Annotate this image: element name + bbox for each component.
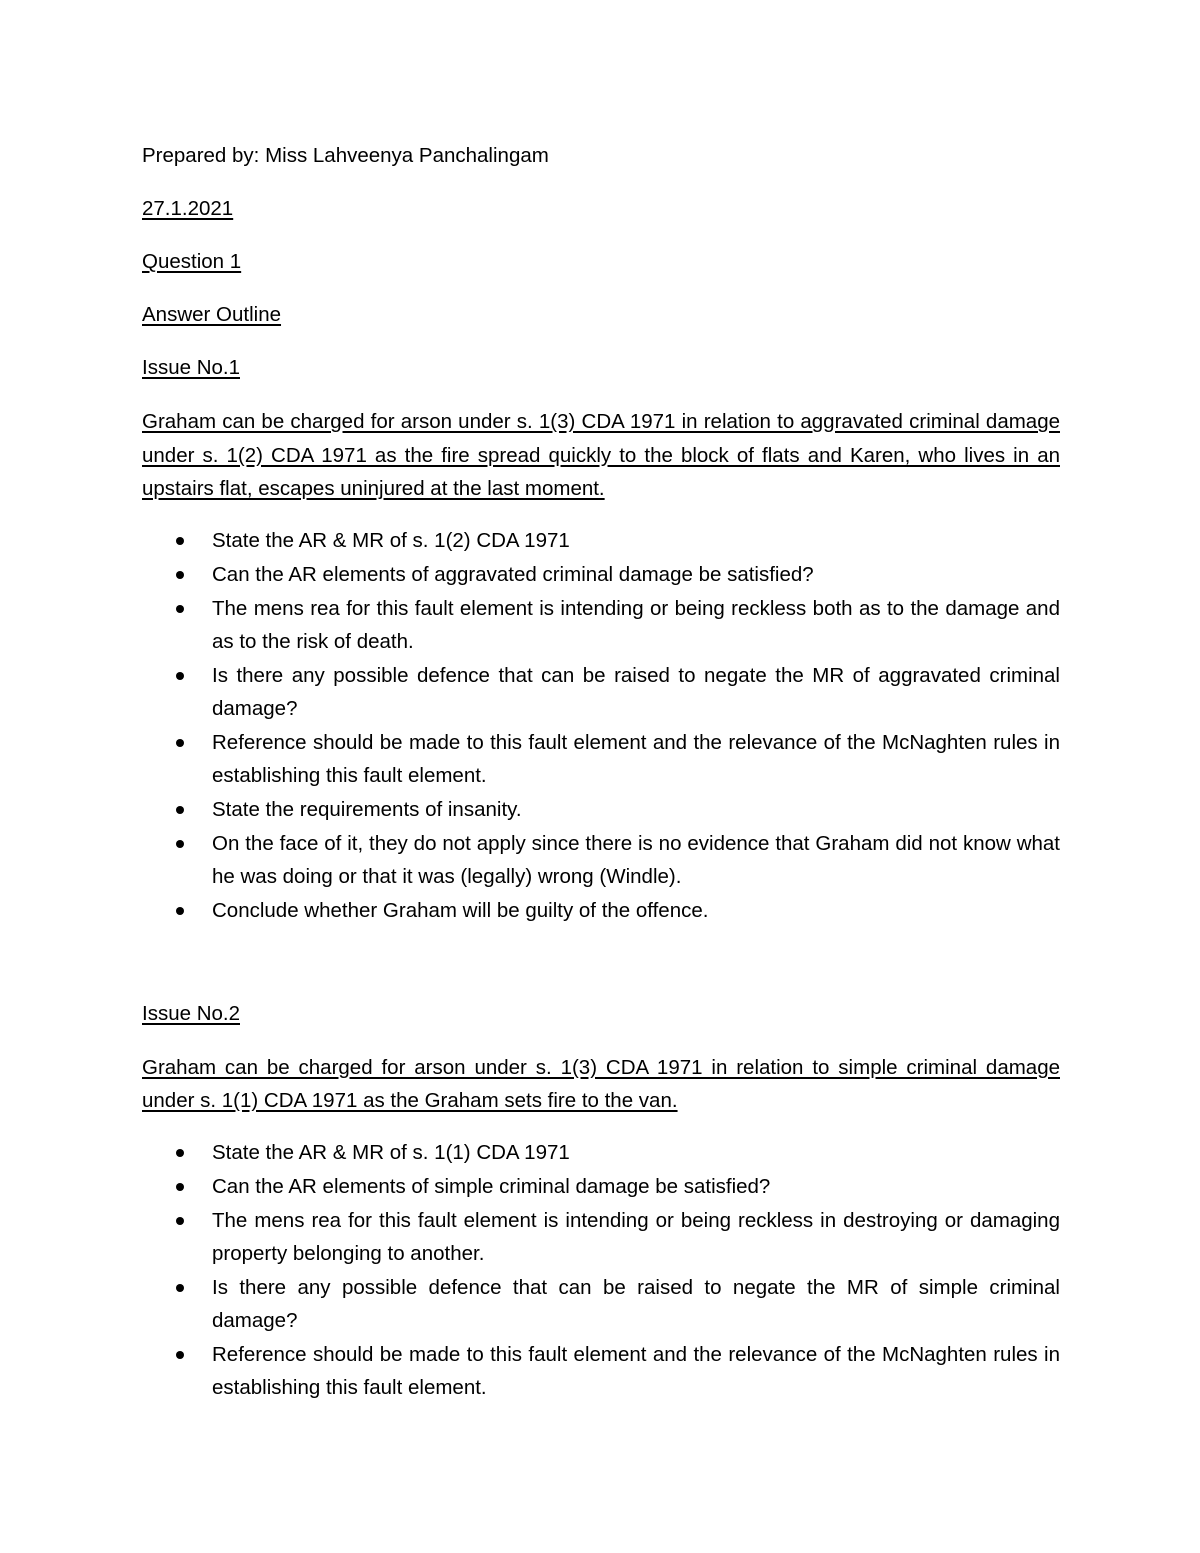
- list-item-text: Reference should be made to this fault element and the relevance of the McNaghten rules in establishing this fault element.: [212, 730, 1060, 787]
- answer-outline-heading: Answer Outline: [142, 303, 282, 326]
- list-item: [142, 827, 1060, 893]
- section-spacer: [142, 928, 1060, 998]
- issue-points-list: [142, 1136, 1060, 1404]
- list-item: [142, 1170, 1060, 1203]
- list-item-text: State the AR & MR of s. 1(2) CDA 1971: [212, 528, 570, 552]
- list-item: [142, 558, 1060, 591]
- issue-heading: Issue No.1: [142, 356, 240, 379]
- issue-section-2: [142, 998, 1060, 1404]
- bullet-icon: [176, 571, 184, 579]
- list-item: [142, 524, 1060, 557]
- list-item-text: Can the AR elements of simple criminal damage be satisfied?: [212, 1174, 771, 1198]
- bullet-icon: [176, 739, 184, 747]
- issue-heading: Issue No.2: [142, 1001, 240, 1025]
- issue-statement: Graham can be charged for arson under s. 1(3) CDA 1971 in relation to aggravated criminal damage under s. 1(2) CDA 1971 as the fire spread quickly to the block of flats and Karen, who lives in an upstairs flat, escapes uninjured at the last moment.: [142, 410, 1060, 500]
- bullet-icon: [176, 806, 184, 814]
- bullet-icon: [176, 1351, 184, 1359]
- prepared-by: Prepared by: Miss Lahveenya Panchalingam: [142, 144, 549, 167]
- document-page: [142, 140, 1060, 1405]
- list-item-text: The mens rea for this fault element is intending or being reckless in destroying or damaging property belonging to another.: [212, 1208, 1060, 1265]
- issue-statement: Graham can be charged for arson under s. 1(3) CDA 1971 in relation to simple criminal damage under s. 1(1) CDA 1971 as the Graham sets fire to the van.: [142, 1055, 1060, 1112]
- list-item-text: State the AR & MR of s. 1(1) CDA 1971: [212, 1140, 570, 1164]
- list-item: [142, 592, 1060, 658]
- list-item: [142, 1271, 1060, 1337]
- document-date: 27.1.2021: [142, 197, 234, 220]
- list-item-text: State the requirements of insanity.: [212, 797, 522, 821]
- bullet-icon: [176, 605, 184, 613]
- list-item: [142, 1204, 1060, 1270]
- list-item-text: Is there any possible defence that can be raised to negate the MR of aggravated criminal damage?: [212, 663, 1060, 720]
- bullet-icon: [176, 1284, 184, 1292]
- list-item-text: The mens rea for this fault element is intending or being reckless both as to the damage and as to the risk of death.: [212, 596, 1060, 653]
- issue-points-list: [142, 524, 1060, 927]
- list-item: [142, 659, 1060, 725]
- list-item: [142, 894, 1060, 927]
- bullet-icon: [176, 1217, 184, 1225]
- list-item: [142, 726, 1060, 792]
- issue-section-1: [142, 352, 1060, 927]
- list-item: [142, 1338, 1060, 1404]
- bullet-icon: [176, 840, 184, 848]
- bullet-icon: [176, 1183, 184, 1191]
- list-item-text: Conclude whether Graham will be guilty of the offence.: [212, 898, 709, 922]
- question-heading: Question 1: [142, 250, 242, 273]
- bullet-icon: [176, 537, 184, 545]
- list-item-text: Is there any possible defence that can be raised to negate the MR of simple criminal damage?: [212, 1275, 1060, 1332]
- list-item-text: On the face of it, they do not apply since there is no evidence that Graham did not know what he was doing or that it was (legally) wrong (Windle).: [212, 831, 1060, 888]
- bullet-icon: [176, 672, 184, 680]
- list-item: [142, 793, 1060, 826]
- bullet-icon: [176, 907, 184, 915]
- list-item-text: Reference should be made to this fault element and the relevance of the McNaghten rules in establishing this fault element.: [212, 1342, 1060, 1399]
- list-item-text: Can the AR elements of aggravated criminal damage be satisfied?: [212, 562, 814, 586]
- bullet-icon: [176, 1149, 184, 1157]
- list-item: [142, 1136, 1060, 1169]
